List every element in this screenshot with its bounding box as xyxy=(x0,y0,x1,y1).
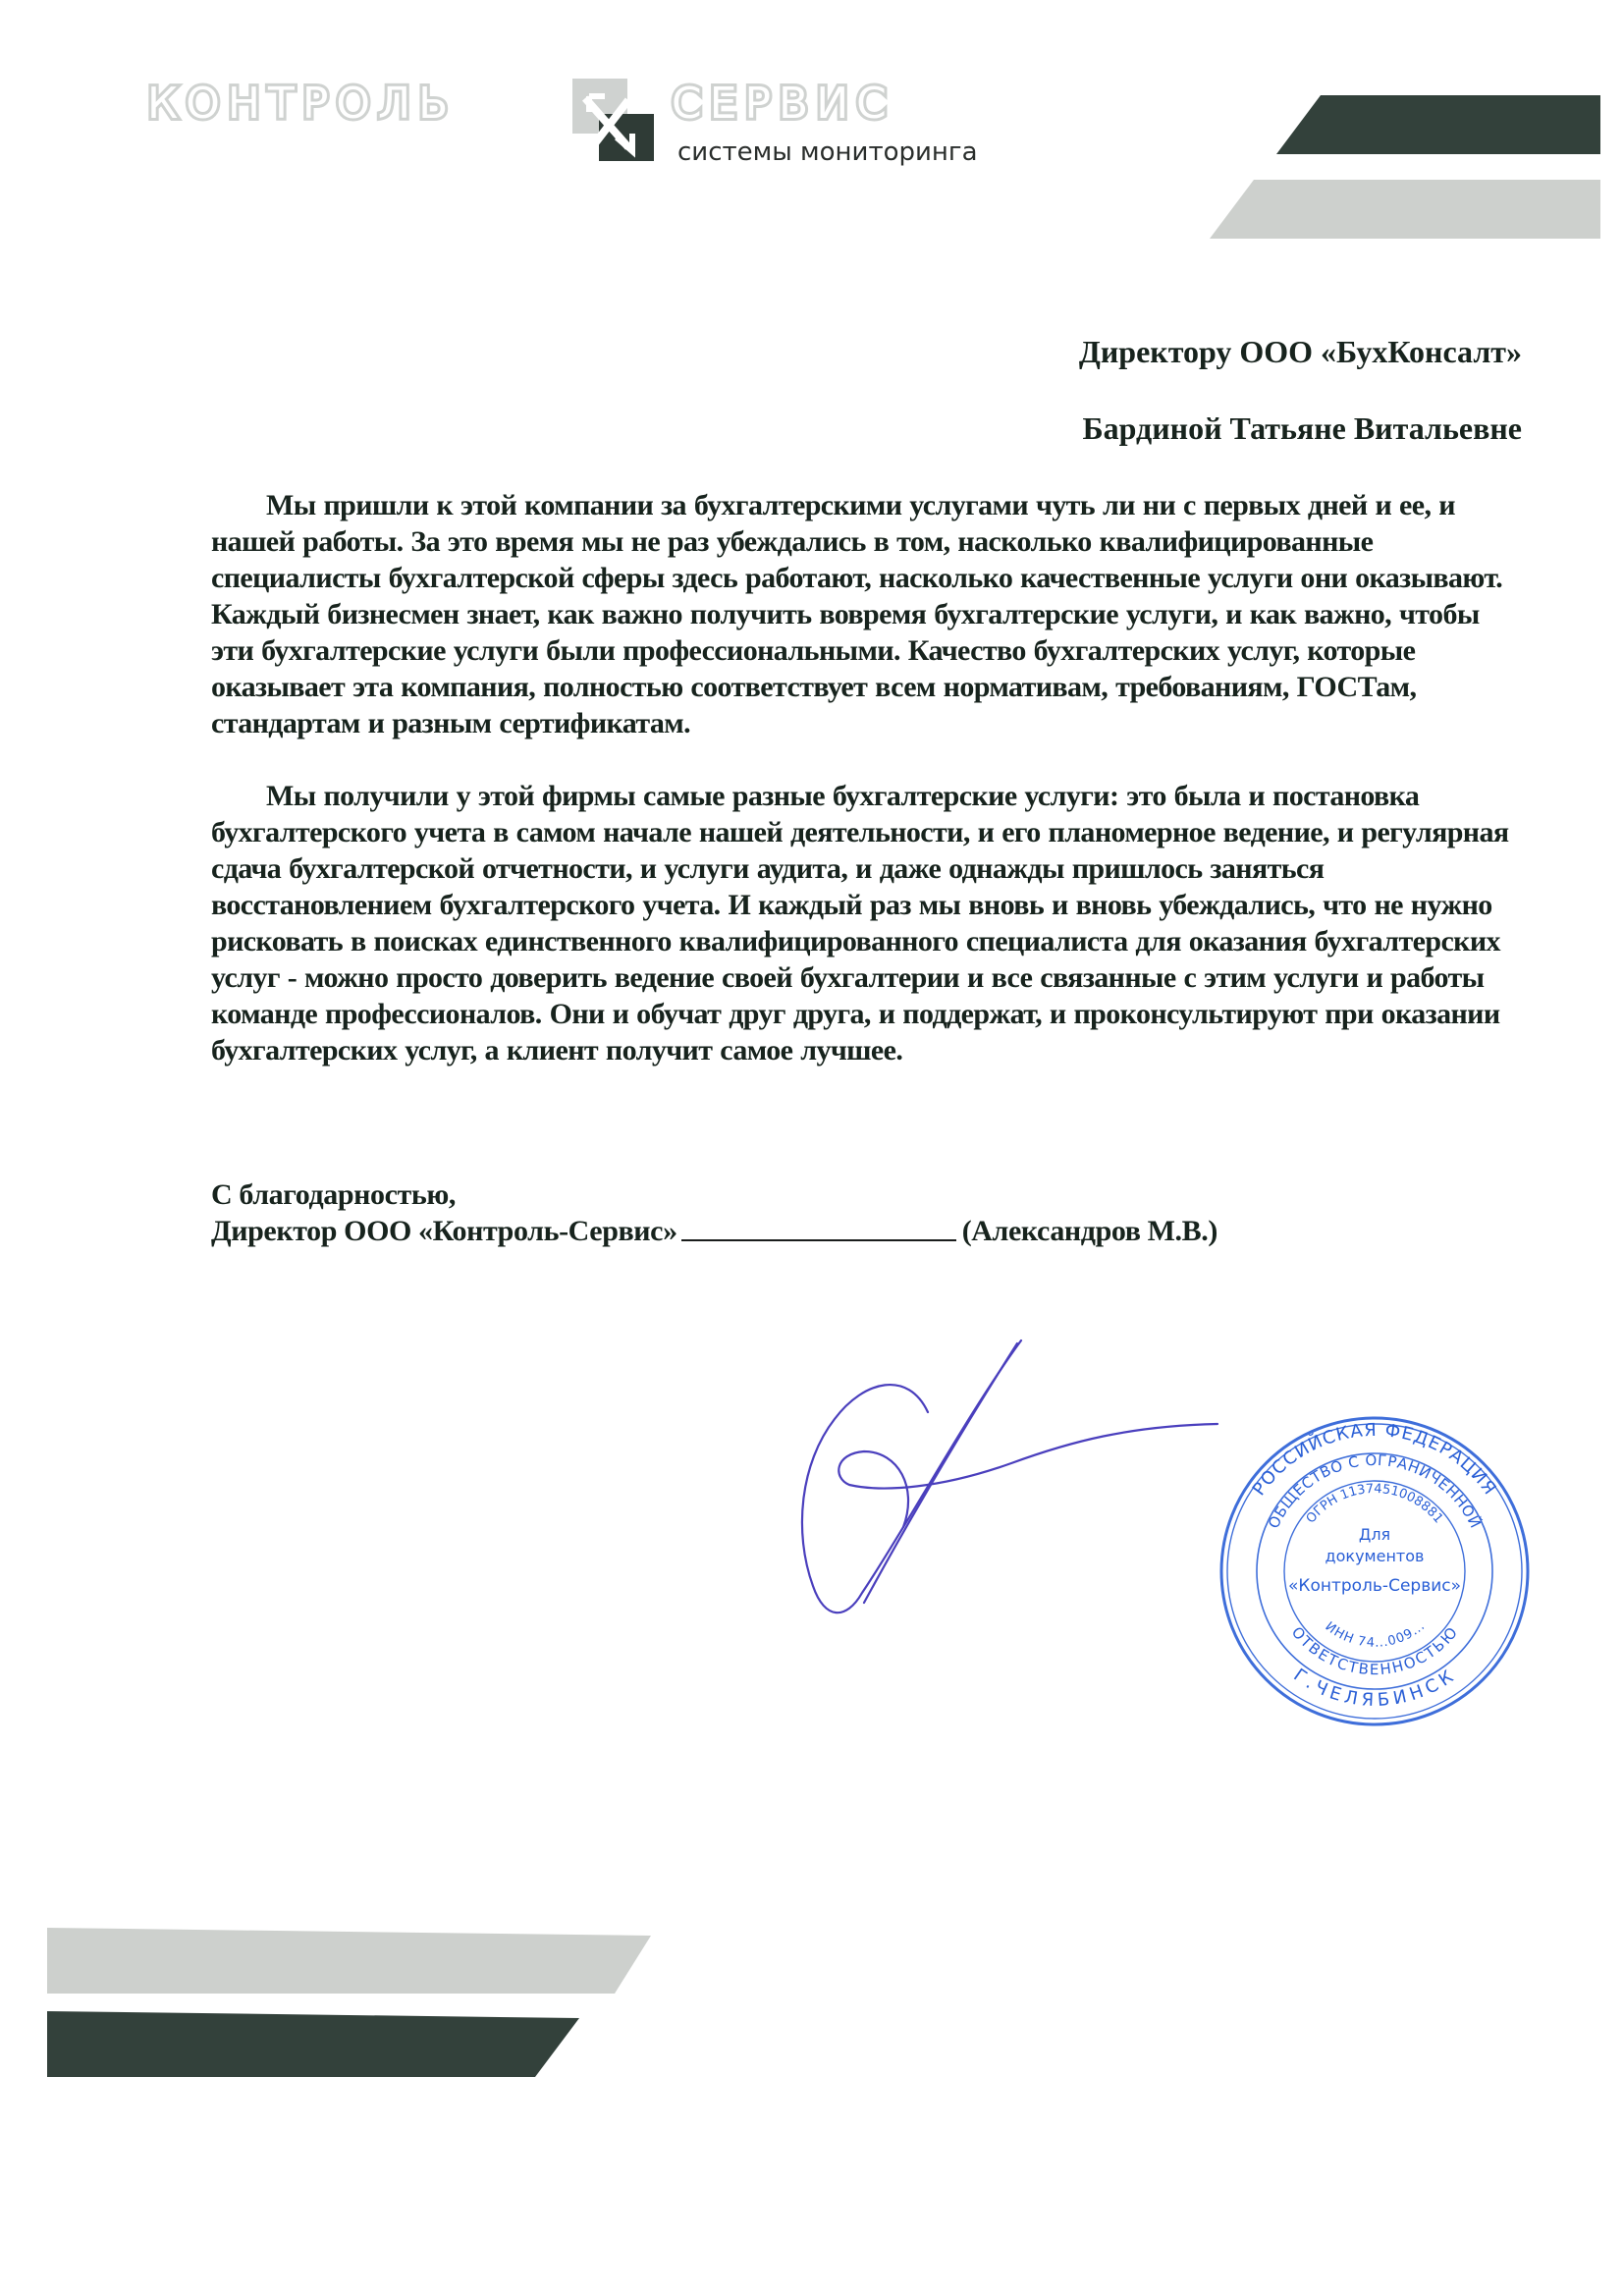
footer-band-dark xyxy=(47,2011,579,2077)
paragraph-line: аудита, и даже однажды пришлось заняться восстановлением бухгалтерского xyxy=(211,852,1325,921)
logo-tagline: системы мониторинга xyxy=(677,137,978,167)
paragraph-line: насколько квалифицированные специалисты бухгалтерской сферы здесь xyxy=(211,525,1374,594)
closing xyxy=(211,1176,1522,1249)
paragraph-line: планомерное ведение, и регулярная сдача бухгалтерской отчетности, и услуги xyxy=(211,816,1509,885)
letterhead xyxy=(0,0,1623,295)
paragraph-line: бухгалтерских услуг - можно просто доверить ведение своей бухгалтерии и все xyxy=(211,925,1500,994)
stamp-middle-top-text: ОБЩЕСТВО С ОГРАНИЧЕННОЙ xyxy=(1264,1450,1486,1532)
addressee-line-2: Бардиной Татьяне Витальевне xyxy=(1082,410,1522,446)
stamp-outer-top-text: РОССИЙСКАЯ ФЕДЕРАЦИЯ xyxy=(1248,1419,1501,1500)
signature-row xyxy=(211,1213,1522,1249)
paragraph-line: клиент получит самое лучшее. xyxy=(506,1034,903,1066)
stamp-ogrn-text: ОГРН 1137451008881 xyxy=(1303,1481,1446,1527)
stamp-center-name: «Контроль-Сервис» xyxy=(1287,1576,1462,1596)
signature-line xyxy=(681,1239,956,1241)
paragraph-line: Мы пришли к этой компании за бухгалтерскими услугами чуть ли ни с xyxy=(266,489,1196,521)
addressee xyxy=(0,332,1522,448)
stamp-center-line-1: Для xyxy=(1358,1525,1391,1544)
paragraph-line: работают, насколько качественные услуги они оказывают. Каждый бизнесмен xyxy=(211,562,1503,630)
paragraph-line: постановка бухгалтерского учета в самом начале нашей деятельности, и его xyxy=(211,780,1420,848)
signature-outer-loop xyxy=(802,1340,1021,1613)
signature-inner-loop xyxy=(839,1424,1217,1527)
footer-decor-bands xyxy=(0,1905,785,2102)
signature-diagonal-stroke xyxy=(864,1343,1017,1603)
paragraph-line: знает, как важно получить вовремя бухгалтерские услуги, и как важно, чтобы эти xyxy=(211,598,1480,667)
paragraph-line: первых дней и ее, и нашей работы. За это время мы не раз убеждались в том, xyxy=(211,489,1455,558)
paragraph-line: бухгалтерские услуги были профессиональными. Качество бухгалтерских услуг, xyxy=(261,634,1300,667)
paragraph-line: связанные с этим услуги и работы команде профессионалов. Они и обучат друг xyxy=(211,961,1485,1030)
stamp-center-line-2: документов xyxy=(1325,1547,1425,1565)
logo-word-kontrol: КОНТРОЛЬ xyxy=(147,79,457,129)
paragraph-line: поисках единственного квалифицированного специалиста для оказания xyxy=(373,925,1307,957)
paragraph-line: которые оказывает эта компания, полностью соответствует всем нормативам, xyxy=(211,634,1416,703)
body-paragraph-2 xyxy=(211,778,1522,1068)
stamp-middle-bottom-text: ОТВЕТСТВЕННОСТЬЮ xyxy=(1287,1623,1462,1679)
signatory-name: (Александров М.В.) xyxy=(961,1215,1217,1247)
closing-greeting: С благодарностью, xyxy=(211,1178,456,1211)
header-decor-bands xyxy=(0,0,1623,255)
signatory-title: Директор ООО «Контроль-Сервис» xyxy=(211,1215,677,1247)
paragraph-line: требованиям, ГОСТам, стандартам и разным сертификатам. xyxy=(211,671,1417,739)
logo-word-servis: СЕРВИС xyxy=(672,79,894,129)
stamp-inn-text: ИНН 74...009... xyxy=(1322,1618,1428,1651)
header-band-dark xyxy=(1276,95,1600,154)
footer-band-light xyxy=(47,1928,651,1994)
paragraph-line: учета. И каждый раз мы вновь и вновь убеждались, что не нужно рисковать в xyxy=(211,889,1492,957)
stamp-inner-ring xyxy=(1284,1481,1465,1662)
letter-body xyxy=(211,487,1522,1249)
handwritten-signature xyxy=(766,1316,1227,1640)
header-band-light xyxy=(1210,180,1600,239)
stamp-outer-bottom-text: Г.ЧЕЛЯБИНСК xyxy=(1289,1665,1460,1711)
body-paragraph-1 xyxy=(211,487,1522,741)
addressee-line-1: Директору ООО «БухКонсалт» xyxy=(1078,334,1522,369)
paragraph-line: Мы получили у этой фирмы самые разные бухгалтерские услуги: это была и xyxy=(266,780,1266,812)
paragraph-line: друга, и поддержат, и проконсультируют при оказании бухгалтерских услуг, а xyxy=(211,998,1500,1066)
company-stamp xyxy=(1217,1414,1532,1728)
